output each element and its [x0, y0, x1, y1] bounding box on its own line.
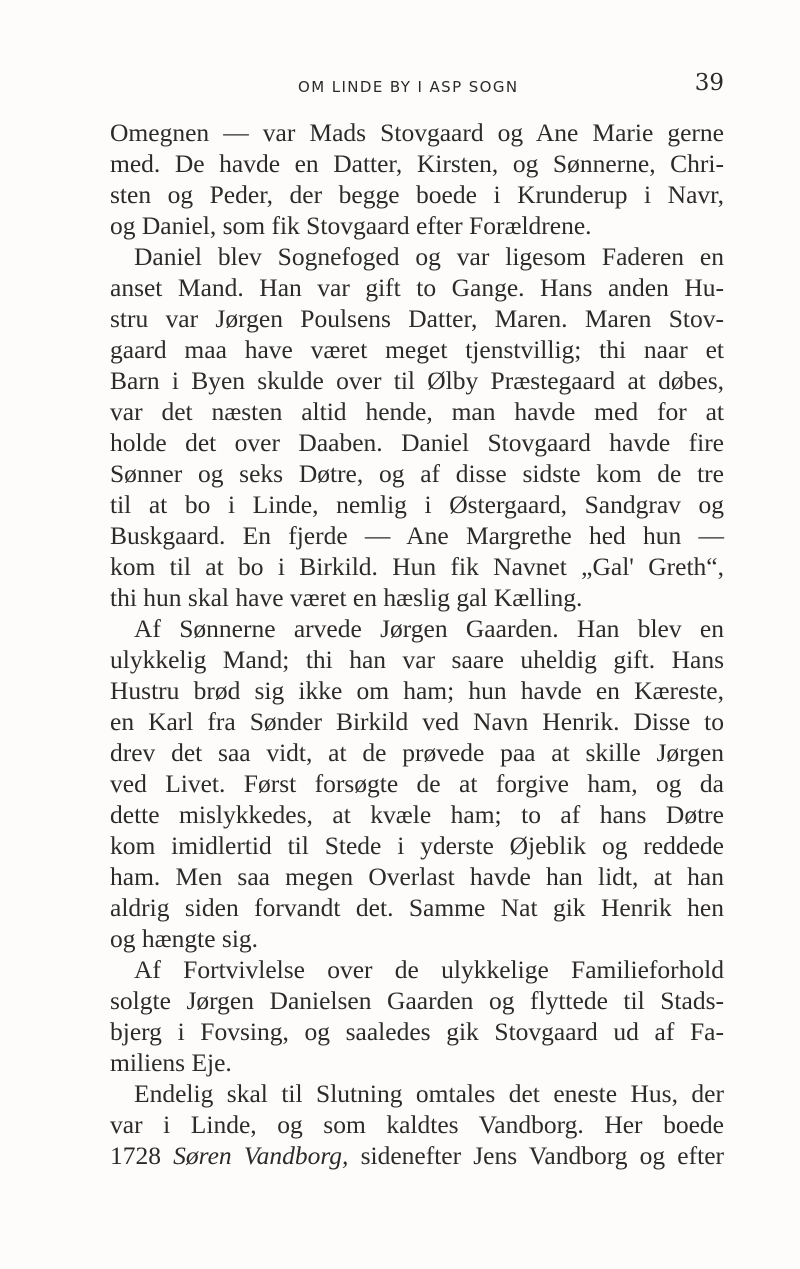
- text-line: med. De havde en Datter, Kirsten, og Sønnerne, Chri-: [110, 149, 724, 178]
- text-line: en Karl fra Sønder Birkild ved Navn Henrik. Disse to: [110, 707, 724, 736]
- text-line: Daniel blev Sognefoged og var ligesom Faderen en: [134, 242, 724, 271]
- text-line: til at bo i Linde, nemlig i Østergaard, Sandgrav og: [110, 490, 724, 519]
- text-line: miliens Eje.: [110, 1048, 232, 1077]
- running-head: OM LINDE BY I ASP SOGN: [298, 78, 519, 96]
- page-number: 39: [694, 70, 724, 96]
- text-line: anset Mand. Han var gift to Gange. Hans anden Hu-: [110, 273, 724, 302]
- text-line: kom til at bo i Birkild. Hun fik Navnet „Gal' Greth“,: [110, 552, 724, 581]
- text-line: ulykkelig Mand; thi han var saare uheldig gift. Hans: [110, 645, 724, 674]
- text-line: Hustru brød sig ikke om ham; hun havde en Kæreste,: [110, 676, 724, 705]
- body-text: [110, 117, 724, 1171]
- text-line: var i Linde, og som kaldtes Vandborg. Her boede: [110, 1110, 724, 1139]
- text-line: Buskgaard. En fjerde — Ane Margrethe hed hun —: [110, 521, 724, 550]
- text-line: og Daniel, som fik Stovgaard efter Forældrene.: [110, 211, 592, 240]
- text-line: Af Sønnerne arvede Jørgen Gaarden. Han blev en: [134, 614, 724, 643]
- text-line: ham. Men saa megen Overlast havde han lidt, at han: [110, 862, 724, 891]
- text-line: solgte Jørgen Danielsen Gaarden og flyttede til Stads-: [110, 986, 724, 1015]
- text-line: Omegnen — var Mads Stovgaard og Ane Marie gerne: [110, 118, 724, 147]
- text-line: drev det saa vidt, at de prøvede paa at skille Jørgen: [110, 738, 724, 767]
- text-line: ved Livet. Først forsøgte de at forgive ham, og da: [110, 769, 724, 798]
- text-line: Sønner og seks Døtre, og af disse sidste kom de tre: [110, 459, 724, 488]
- final-line-rest: sidenefter Jens Vandborg og efter: [360, 1141, 725, 1170]
- text-line: Barn i Byen skulde over til Ølby Præstegaard at døbes,: [110, 366, 724, 395]
- text-line: Endelig skal til Slutning omtales det eneste Hus, der: [134, 1079, 724, 1108]
- text-line: dette mislykkedes, at kvæle ham; to af hans Døtre: [110, 800, 724, 829]
- text-line: gaard maa have været meget tjenstvillig; thi naar et: [110, 335, 724, 364]
- text-line: aldrig siden forvandt det. Samme Nat gik Henrik hen: [110, 893, 724, 922]
- text-line: sten og Peder, der begge boede i Krunderup i Navr,: [110, 180, 724, 209]
- year-text: 1728: [110, 1141, 161, 1170]
- text-line: Af Fortvivlelse over de ulykkelige Familieforhold: [134, 955, 724, 984]
- text-line: og hængte sig.: [110, 924, 259, 953]
- text-line: stru var Jørgen Poulsens Datter, Maren. Maren Stov-: [110, 304, 724, 333]
- page-header: [110, 68, 724, 104]
- text-line: var det næsten altid hende, man havde med for at: [110, 397, 724, 426]
- text-line-final: [110, 1140, 724, 1171]
- italic-name: Søren Vandborg,: [173, 1141, 349, 1170]
- text-line: holde det over Daaben. Daniel Stovgaard havde fire: [110, 428, 724, 457]
- text-line: thi hun skal have været en hæslig gal Kælling.: [110, 583, 583, 612]
- text-line: bjerg i Fovsing, og saaledes gik Stovgaard ud af Fa-: [110, 1017, 724, 1046]
- text-line: kom imidlertid til Stede i yderste Øjeblik og reddede: [110, 831, 724, 860]
